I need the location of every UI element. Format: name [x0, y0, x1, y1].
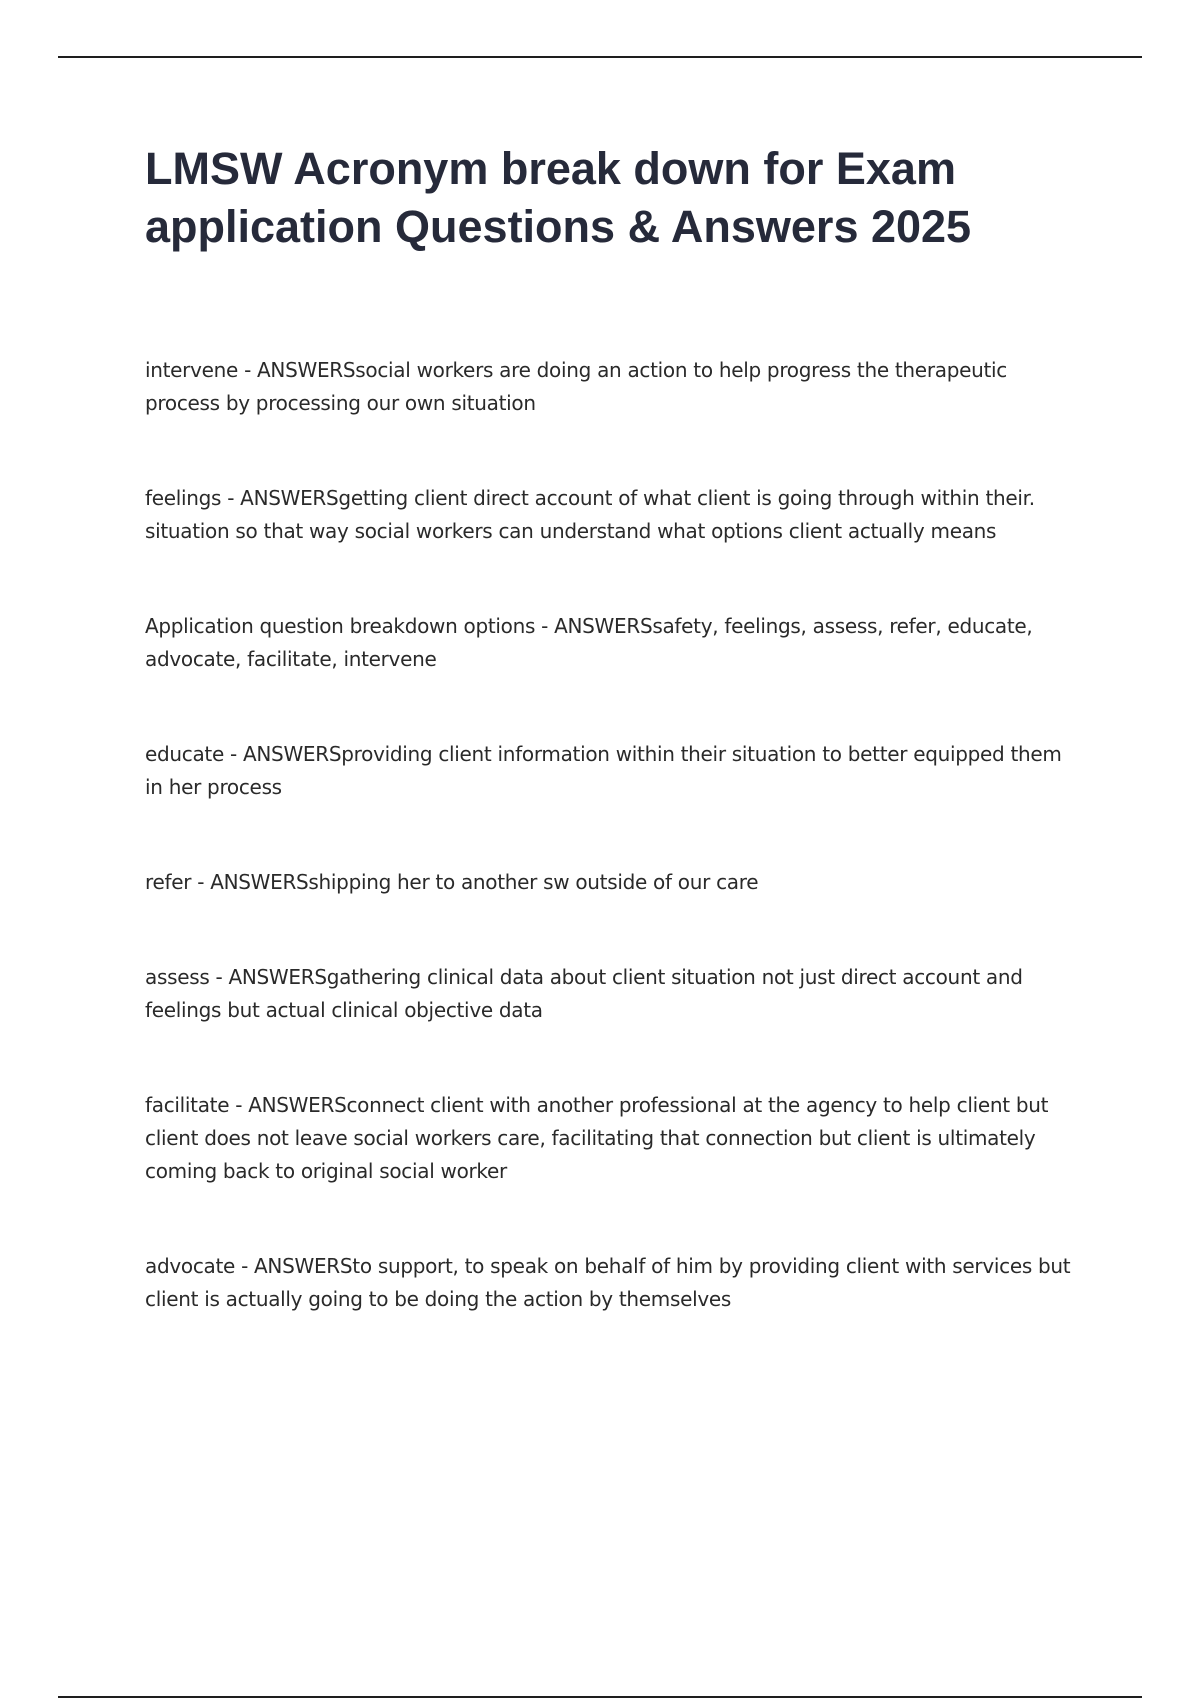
qa-item-educate: educate - ANSWERSproviding client information within their situation to better equipped them in her process: [145, 742, 1062, 799]
qa-item-refer: refer - ANSWERSshipping her to another sw outside of our care: [145, 870, 759, 894]
page-title: LMSW Acronym break down for Exam application Questions & Answers 2025: [145, 143, 972, 252]
qa-list: [145, 354, 1075, 1378]
qa-item-application-question-breakdown: Application question breakdown options - ANSWERSsafety, feelings, assess, refer, educate, advocate, facilitate, intervene: [145, 614, 1033, 671]
top-rule: [58, 56, 1142, 58]
qa-item-feelings: feelings - ANSWERSgetting client direct account of what client is going through within their. situation so that way social workers can understand what options client actually means: [145, 486, 1035, 543]
qa-item-assess: assess - ANSWERSgathering clinical data about client situation not just direct account and feelings but actual clinical objective data: [145, 965, 1023, 1022]
bottom-rule: [58, 1696, 1142, 1698]
qa-item-intervene: intervene - ANSWERSsocial workers are doing an action to help progress the therapeutic process by processing our own situation: [145, 358, 1007, 415]
qa-item-facilitate: facilitate - ANSWERSconnect client with another professional at the agency to help client but client does not leave social workers care, facilitating that connection but client is ultimately coming back to original social worker: [145, 1093, 1049, 1183]
qa-item-advocate: advocate - ANSWERSto support, to speak on behalf of him by providing client with services but client is actually going to be doing the action by themselves: [145, 1254, 1071, 1311]
